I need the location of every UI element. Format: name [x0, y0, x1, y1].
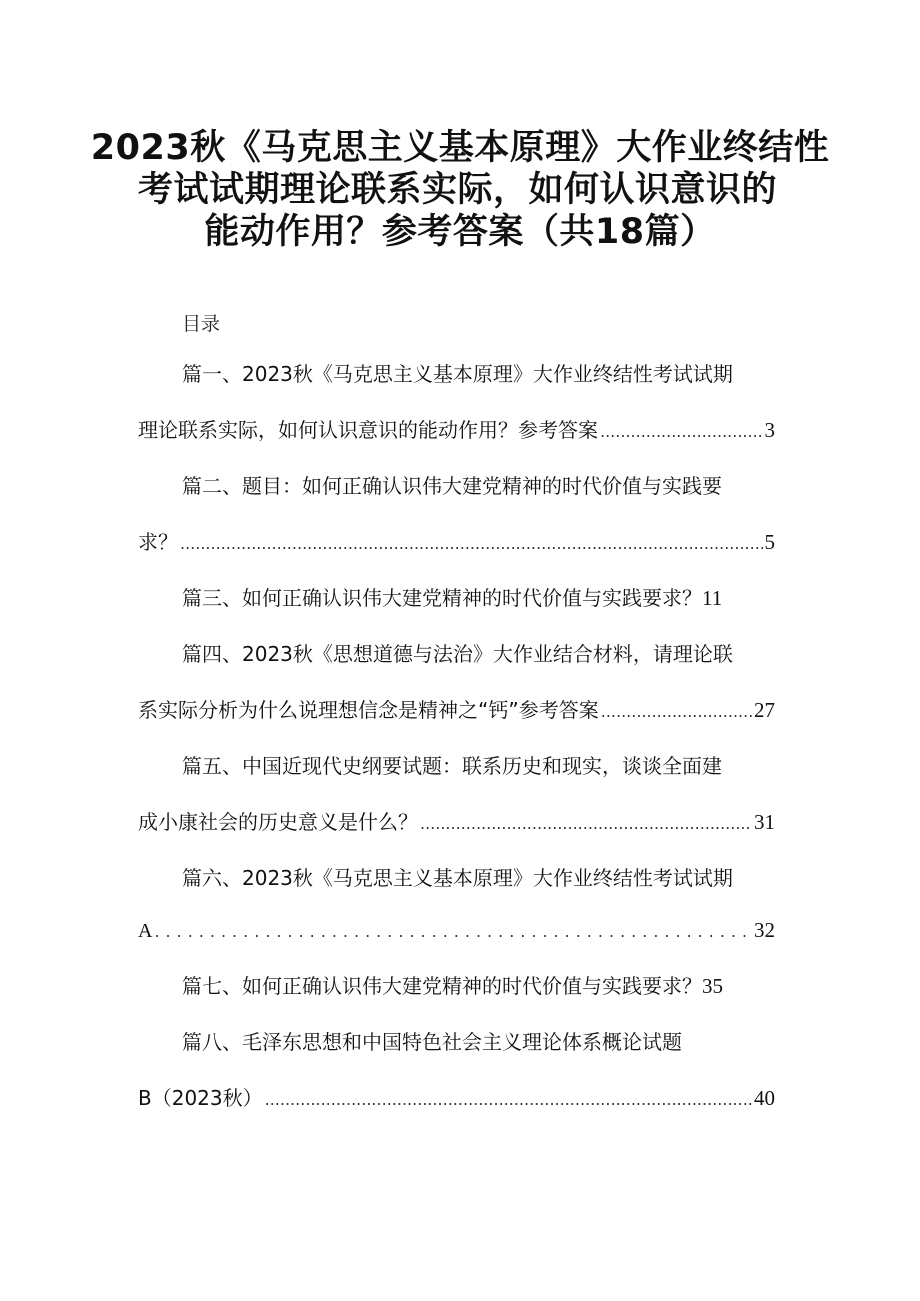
toc-entry-5-text: 成小康社会的历史意义是什么？: [138, 810, 418, 834]
toc-entry-7-text: 篇七、如何正确认识伟大建党精神的时代价值与实践要求？: [182, 974, 702, 998]
toc-entry-4-text: 系实际分析为什么说理想信念是精神之“钙”参考答案: [138, 698, 599, 722]
toc-entry-7[interactable]: [182, 976, 723, 997]
toc-entry-7-page: 35: [702, 974, 723, 998]
toc-leader-dots: [601, 704, 752, 720]
toc-entry-4-line-1[interactable]: 篇四、2023秋《思想道德与法治》大作业结合材料，请理论联: [182, 642, 733, 666]
toc-entry-1-line-1[interactable]: 篇一、2023秋《马克思主义基本原理》大作业终结性考试试期: [182, 362, 733, 386]
toc-entry-8-page: 40: [754, 1086, 775, 1110]
toc-entry-3-text: 篇三、如何正确认识伟大建党精神的时代价值与实践要求？: [182, 586, 702, 610]
toc-entry-5-line-1[interactable]: 篇五、中国近现代史纲要试题：联系历史和现实，谈谈全面建: [182, 754, 722, 778]
toc-entry-6-page: 32: [754, 918, 775, 942]
toc-entry-2-page: 5: [764, 530, 775, 554]
toc-entry-5-line-2[interactable]: [138, 812, 775, 833]
toc-entry-3-page: 11: [702, 586, 723, 610]
toc-leader-dots: [265, 1092, 752, 1108]
toc-entry-6-line-1[interactable]: 篇六、2023秋《马克思主义基本原理》大作业终结性考试试期: [182, 866, 733, 890]
toc-entry-6-text: A: [138, 920, 153, 942]
toc-entry-8-text: B（2023秋）: [138, 1086, 263, 1110]
toc-leader-dots: [600, 424, 763, 440]
document-title-line-1: 2023秋《马克思主义基本原理》大作业终结性: [90, 128, 830, 168]
toc-entry-3[interactable]: [182, 588, 722, 609]
toc-leader-dots: [180, 536, 763, 552]
toc-entry-4-page: 27: [754, 698, 775, 722]
toc-entry-1-page: 3: [764, 418, 775, 442]
toc-entry-8-line-1[interactable]: 篇八、毛泽东思想和中国特色社会主义理论体系概论试题: [182, 1030, 682, 1054]
toc-entry-4-line-2[interactable]: [138, 700, 775, 721]
toc-entry-1-text: 理论联系实际，如何认识意识的能动作用？参考答案: [138, 418, 598, 442]
toc-entry-2-line-1[interactable]: 篇二、题目：如何正确认识伟大建党精神的时代价值与实践要: [182, 474, 722, 498]
toc-entry-8-line-2[interactable]: [138, 1088, 775, 1109]
document-title-line-3: 能动作用？参考答案（共18篇）: [204, 212, 716, 252]
toc-heading: 目录: [182, 313, 221, 335]
document-title-line-2: 考试试期理论联系实际，如何认识意识的: [138, 170, 778, 210]
toc-entry-5-page: 31: [754, 810, 775, 834]
toc-leader-dots: [154, 924, 752, 940]
toc-entry-2-text: 求？: [138, 530, 178, 554]
toc-entry-1-line-2[interactable]: [138, 420, 775, 441]
toc-leader-dots: [420, 816, 752, 832]
toc-entry-2-line-2[interactable]: [138, 532, 775, 553]
toc-entry-6-line-2[interactable]: [138, 920, 775, 941]
